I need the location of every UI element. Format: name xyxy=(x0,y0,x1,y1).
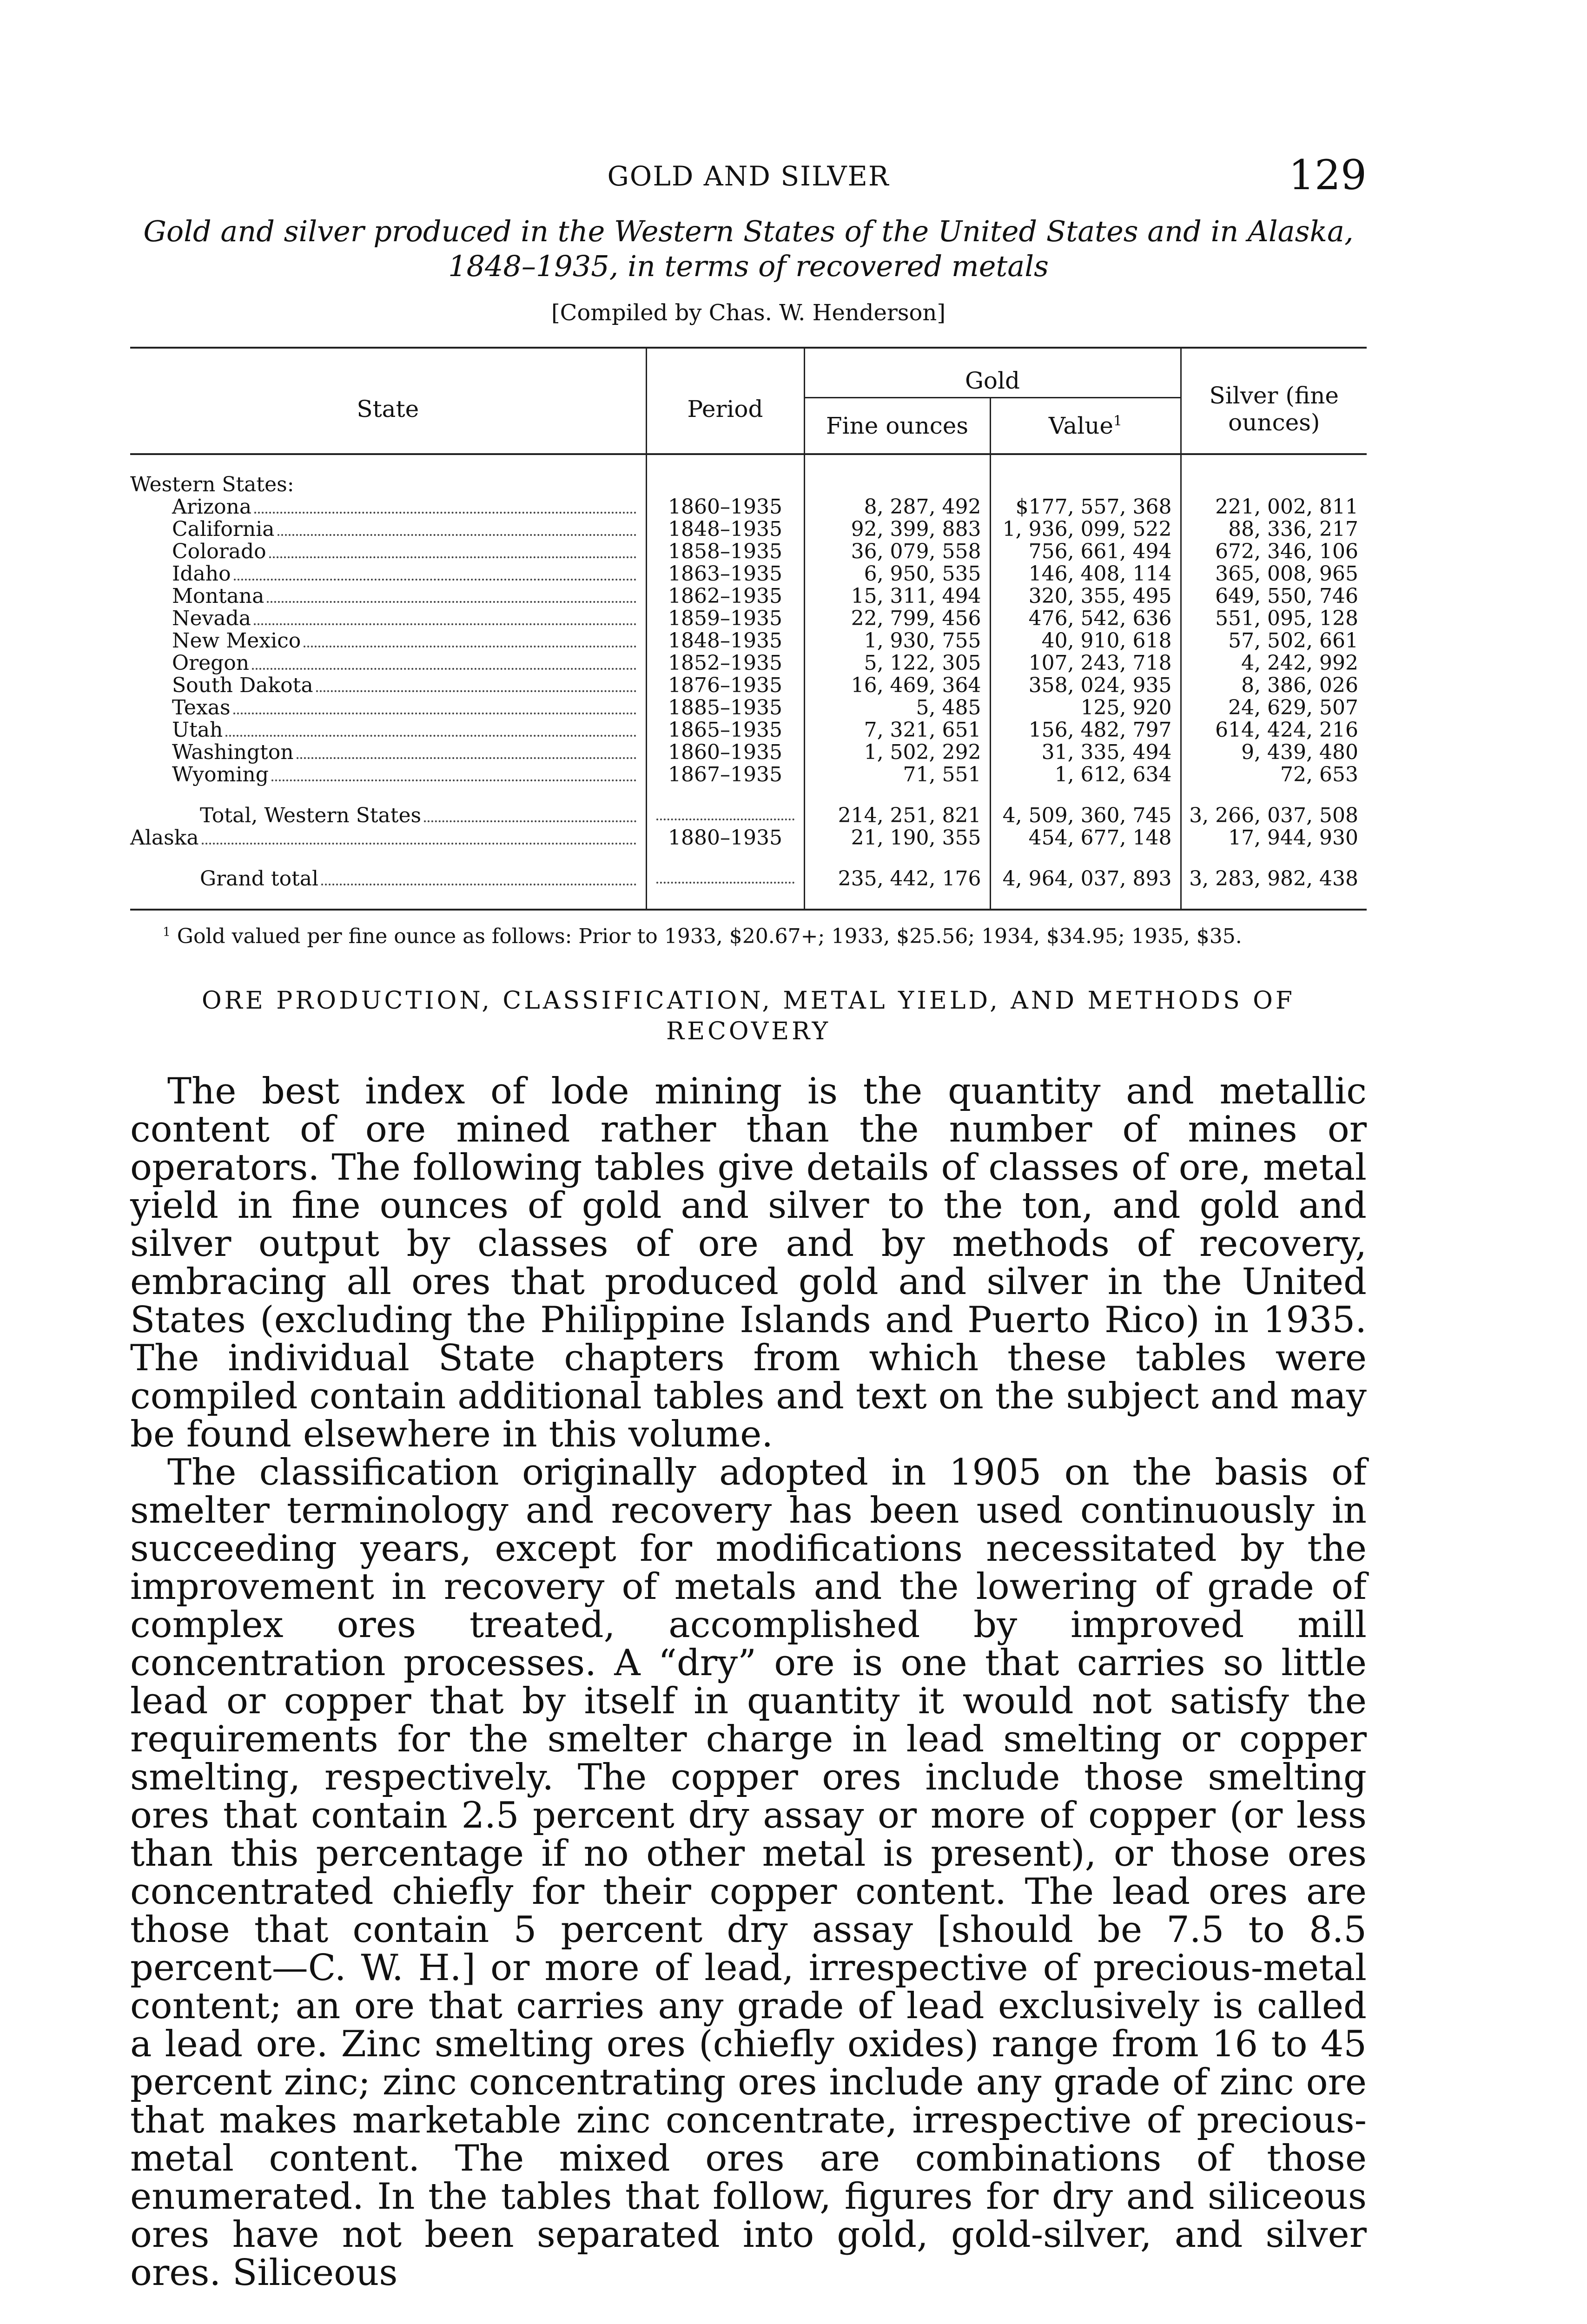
silver-cell: 8, 386, 026 xyxy=(1181,674,1367,697)
period-cell xyxy=(646,868,804,910)
grand-total-label: Grand total xyxy=(200,867,319,891)
period-cell: 1867–1935 xyxy=(646,764,804,786)
fine-ounces-cell: 6, 950, 535 xyxy=(804,563,990,585)
alaska-label: Alaska xyxy=(130,826,199,850)
footnote-text: Gold valued per fine ounce as follows: Prior to 1933, $20.67+; 1933, $25.56; 1934, $34.95; 1935, $35. xyxy=(177,924,1242,948)
state-name: California xyxy=(172,517,275,541)
silver-cell: 221, 002, 811 xyxy=(1181,496,1367,518)
state-name: Colorado xyxy=(172,540,266,563)
dot-leader xyxy=(254,512,636,514)
running-title: GOLD AND SILVER xyxy=(607,160,890,192)
period-cell: 1860–1935 xyxy=(646,496,804,518)
paragraph-2: The classification originally adopted in 1905 on the basis of smelter terminology and recovery has been used continuously in succeeding years, except for modifications necessitated by the improvement in recovery of metals and the lowering of grade of complex ores treated, accomplished by improved mill concentration processes. A “dry” ore is one that carries so little lead or copper that by itself in quantity it would not satisfy the requirements for the smelter charge in lead smelting or copper smelting, respectively. The copper ores include those smelting ores that contain 2.5 percent dry assay or more of copper (or less than this percentage if no other metal is present), or those ores concentrated chiefly for their copper content. The lead ores are those that contain 5 percent dry assay [should be 7.5 to 8.5 percent—C. W. H.] or more of lead, irrespective of precious-metal content; an ore that carries any grade of lead exclusively is called a lead ore. Zinc smelting ores (chiefly oxides) range from 16 to 45 percent zinc; zinc concentrating ores include any grade of zinc ore that makes marketable zinc concentrate, irrespective of precious-metal content. The mixed ores are combinations of those enumerated. In the tables that follow, figures for dry and siliceous ores have not been separated into gold, gold-silver, and silver ores. Siliceous xyxy=(130,1452,1367,2294)
table-row xyxy=(130,563,1367,585)
silver-cell: 551, 095, 128 xyxy=(1181,607,1367,630)
table-row xyxy=(130,741,1367,764)
fine-ounces-cell: 22, 799, 456 xyxy=(804,607,990,630)
dot-leader xyxy=(656,868,794,884)
table-title-line-2: 1848–1935, in terms of recovered metals xyxy=(448,249,1049,283)
page xyxy=(130,149,1367,2292)
value-cell: 1, 612, 634 xyxy=(990,764,1181,786)
header-value-label: Value xyxy=(1048,412,1114,439)
period-cell: 1848–1935 xyxy=(646,518,804,541)
fine-ounces-cell: 235, 442, 176 xyxy=(804,868,990,910)
state-name: South Dakota xyxy=(172,673,313,697)
fine-ounces-cell: 21, 190, 355 xyxy=(804,827,990,849)
state-name: Utah xyxy=(172,718,223,742)
header-row-1 xyxy=(130,348,1367,398)
grand-total-row xyxy=(130,868,1367,910)
silver-cell: 649, 550, 746 xyxy=(1181,585,1367,607)
value-cell: 107, 243, 718 xyxy=(990,652,1181,674)
table-body xyxy=(130,454,1367,910)
value-cell: 156, 482, 797 xyxy=(990,719,1181,741)
table-row xyxy=(130,630,1367,652)
dot-leader xyxy=(269,556,636,558)
value-cell: $177, 557, 368 xyxy=(990,496,1181,518)
table-row xyxy=(130,697,1367,719)
state-name: Montana xyxy=(172,584,264,608)
table-row xyxy=(130,764,1367,786)
dot-leader xyxy=(424,820,636,822)
footnote xyxy=(130,924,1367,948)
period-cell xyxy=(646,805,804,827)
silver-cell: 3, 283, 982, 438 xyxy=(1181,868,1367,910)
silver-cell: 88, 336, 217 xyxy=(1181,518,1367,541)
silver-cell: 672, 346, 106 xyxy=(1181,541,1367,563)
footnote-ref-1: 1 xyxy=(1113,413,1123,429)
state-name: New Mexico xyxy=(172,629,301,653)
value-cell: 756, 661, 494 xyxy=(990,541,1181,563)
table-row xyxy=(130,496,1367,518)
silver-cell: 3, 266, 037, 508 xyxy=(1181,805,1367,827)
value-cell: 146, 408, 114 xyxy=(990,563,1181,585)
silver-cell: 57, 502, 661 xyxy=(1181,630,1367,652)
page-number: 129 xyxy=(1289,151,1367,199)
value-cell: 476, 542, 636 xyxy=(990,607,1181,630)
fine-ounces-cell: 16, 469, 364 xyxy=(804,674,990,697)
period-cell: 1858–1935 xyxy=(646,541,804,563)
body-text xyxy=(130,1072,1367,2292)
silver-cell: 72, 653 xyxy=(1181,764,1367,786)
alaska-row xyxy=(130,827,1367,849)
period-cell: 1865–1935 xyxy=(646,719,804,741)
header-period: Period xyxy=(646,348,804,454)
period-cell: 1876–1935 xyxy=(646,674,804,697)
fine-ounces-cell: 214, 251, 821 xyxy=(804,805,990,827)
header-state: State xyxy=(357,395,419,423)
dot-leader xyxy=(297,757,636,759)
period-cell: 1848–1935 xyxy=(646,630,804,652)
fine-ounces-cell: 15, 311, 494 xyxy=(804,585,990,607)
section-heading xyxy=(130,985,1367,1047)
production-table xyxy=(130,347,1367,911)
dot-leader xyxy=(233,713,636,714)
header-fine-ounces: Fine ounces xyxy=(804,398,990,455)
silver-cell: 17, 944, 930 xyxy=(1181,827,1367,849)
fine-ounces-cell: 8, 287, 492 xyxy=(804,496,990,518)
fine-ounces-cell: 7, 321, 651 xyxy=(804,719,990,741)
table-row xyxy=(130,674,1367,697)
dot-leader xyxy=(656,805,794,820)
state-name: Washington xyxy=(172,740,294,764)
state-name: Wyoming xyxy=(172,763,269,786)
running-head xyxy=(130,149,1367,200)
period-cell: 1862–1935 xyxy=(646,585,804,607)
period-cell: 1885–1935 xyxy=(646,697,804,719)
fine-ounces-cell: 92, 399, 883 xyxy=(804,518,990,541)
table-row xyxy=(130,652,1367,674)
group-label-row xyxy=(130,474,1367,496)
spacer-row xyxy=(130,454,1367,474)
value-cell: 125, 920 xyxy=(990,697,1181,719)
value-cell: 320, 355, 495 xyxy=(990,585,1181,607)
total-western-row xyxy=(130,805,1367,827)
fine-ounces-cell: 36, 079, 558 xyxy=(804,541,990,563)
state-name: Oregon xyxy=(172,651,250,675)
table-row xyxy=(130,518,1367,541)
period-cell: 1880–1935 xyxy=(646,827,804,849)
group-label: Western States: xyxy=(130,473,294,496)
section-heading-line-1: ORE PRODUCTION, CLASSIFICATION, METAL YIELD, AND METHODS OF xyxy=(202,987,1295,1015)
table-row xyxy=(130,607,1367,630)
period-cell: 1860–1935 xyxy=(646,741,804,764)
spacer-row xyxy=(130,849,1367,868)
dot-leader xyxy=(278,534,636,536)
value-cell: 4, 509, 360, 745 xyxy=(990,805,1181,827)
dot-leader xyxy=(234,579,636,581)
total-western-label: Total, Western States xyxy=(200,804,422,827)
silver-cell: 614, 424, 216 xyxy=(1181,719,1367,741)
silver-cell: 24, 629, 507 xyxy=(1181,697,1367,719)
fine-ounces-cell: 1, 930, 755 xyxy=(804,630,990,652)
value-cell: 358, 024, 935 xyxy=(990,674,1181,697)
dot-leader xyxy=(202,843,636,845)
spacer-row xyxy=(130,786,1367,805)
silver-cell: 365, 008, 965 xyxy=(1181,563,1367,585)
state-name: Idaho xyxy=(172,562,231,586)
value-cell: 4, 964, 037, 893 xyxy=(990,868,1181,910)
header-value xyxy=(990,398,1181,455)
dot-leader xyxy=(252,668,636,670)
state-name: Nevada xyxy=(172,607,251,630)
period-cell: 1852–1935 xyxy=(646,652,804,674)
period-cell: 1863–1935 xyxy=(646,563,804,585)
period-cell: 1859–1935 xyxy=(646,607,804,630)
fine-ounces-cell: 1, 502, 292 xyxy=(804,741,990,764)
value-cell: 454, 677, 148 xyxy=(990,827,1181,849)
silver-cell: 4, 242, 992 xyxy=(1181,652,1367,674)
dot-leader xyxy=(271,779,636,781)
dot-leader xyxy=(267,601,636,603)
footnote-mark: 1 xyxy=(163,924,171,939)
value-cell: 1, 936, 099, 522 xyxy=(990,518,1181,541)
state-name: Texas xyxy=(172,696,231,720)
dot-leader xyxy=(316,690,636,692)
dot-leader xyxy=(321,884,636,885)
table-row xyxy=(130,719,1367,741)
silver-cell: 9, 439, 480 xyxy=(1181,741,1367,764)
fine-ounces-cell: 71, 551 xyxy=(804,764,990,786)
header-gold: Gold xyxy=(804,348,1181,398)
table-title-line-1: Gold and silver produced in the Western States of the United States and in Alaska, xyxy=(143,214,1354,248)
value-cell: 31, 335, 494 xyxy=(990,741,1181,764)
dot-leader xyxy=(254,623,636,625)
table-row xyxy=(130,585,1367,607)
fine-ounces-cell: 5, 122, 305 xyxy=(804,652,990,674)
value-cell: 40, 910, 618 xyxy=(990,630,1181,652)
table-title xyxy=(130,214,1367,284)
fine-ounces-cell: 5, 485 xyxy=(804,697,990,719)
header-silver: Silver (fine ounces) xyxy=(1181,348,1367,454)
paragraph-1: The best index of lode mining is the quantity and metallic content of ore mined rather than the number of mines or operators. The following tables give details of classes of ore, metal yield in fine ounces of gold and silver to the ton, and gold and silver output by classes of ore and by methods of recovery, embracing all ores that produced gold and silver in the United States (excluding the Philippine Islands and Puerto Rico) in 1935. The individual State chapters from which these tables were compiled contain additional tables and text on the subject and may be found elsewhere in this volume. xyxy=(130,1070,1367,1455)
dot-leader xyxy=(225,735,636,737)
compiled-by-note: [Compiled by Chas. W. Henderson] xyxy=(551,300,946,326)
dot-leader xyxy=(304,646,636,647)
state-name: Arizona xyxy=(172,495,252,519)
section-heading-line-2: RECOVERY xyxy=(666,1017,831,1045)
table-row xyxy=(130,541,1367,563)
